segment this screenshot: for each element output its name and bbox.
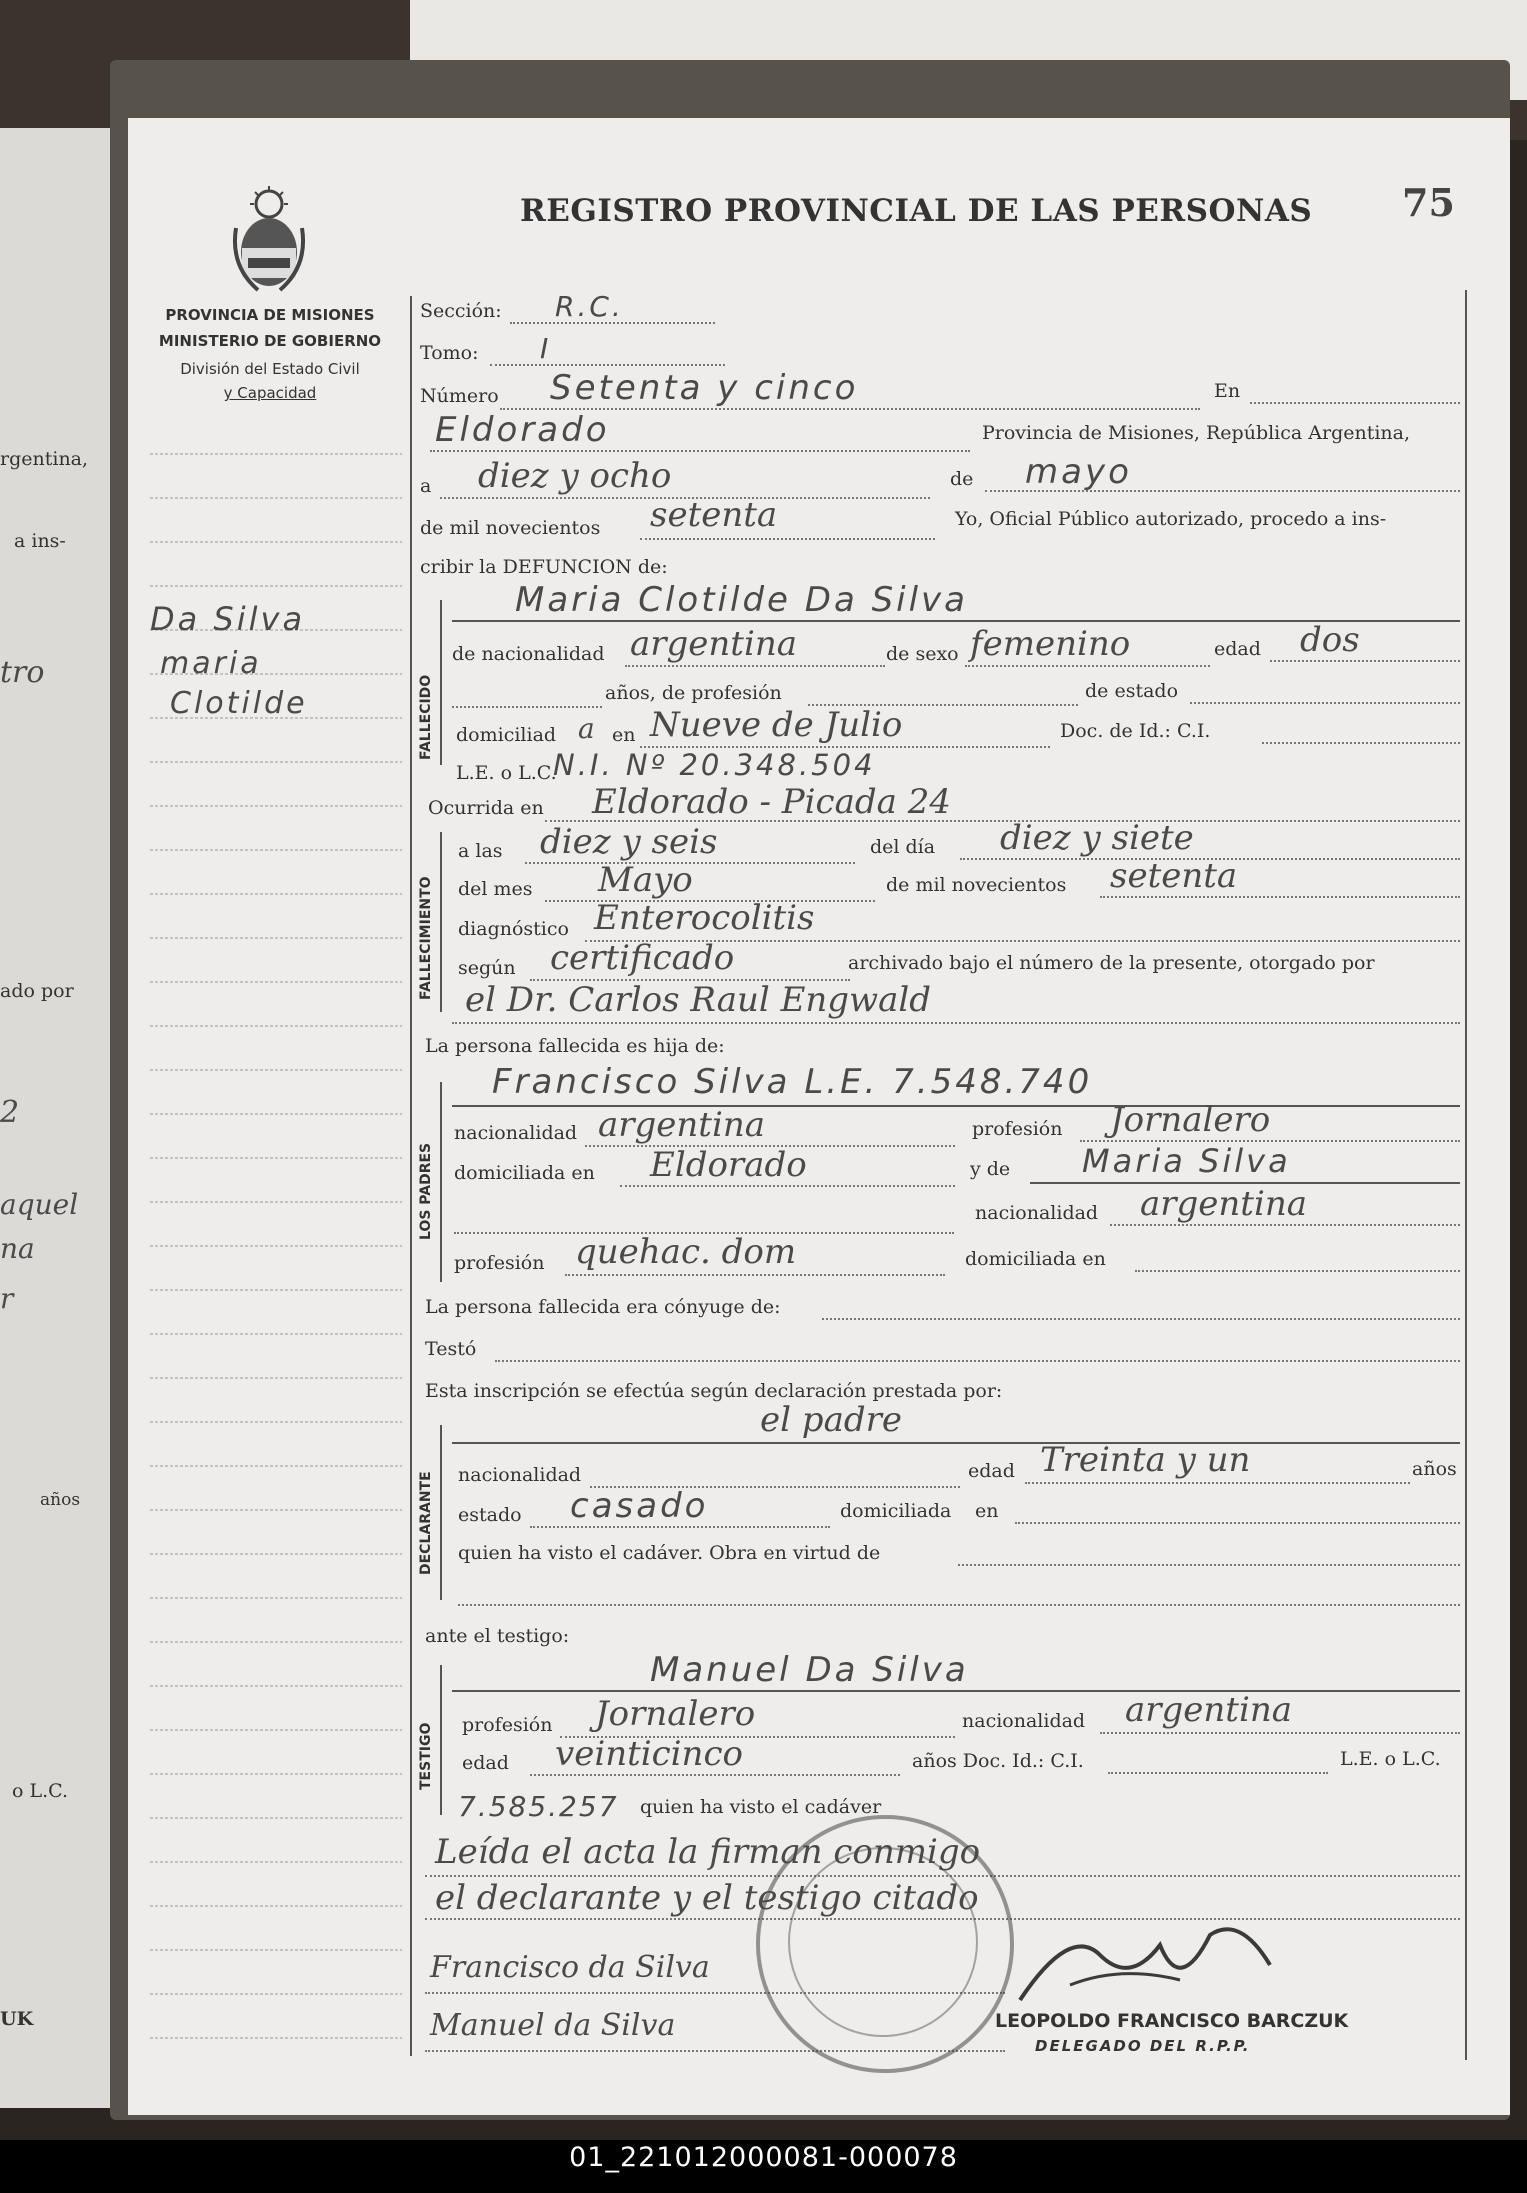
deceased-name: Maria Clotilde Da Silva xyxy=(515,580,969,620)
numero-label: Número xyxy=(420,385,499,407)
domicilio-en-label: en xyxy=(612,724,636,746)
declarante-name: el padre xyxy=(760,1400,902,1440)
domicilio-value: Nueve de Julio xyxy=(650,705,903,745)
yde-label: y de xyxy=(970,1158,1011,1180)
medico-value: el Dr. Carlos Raul Engwald xyxy=(465,980,932,1020)
section-rule-fallecido xyxy=(440,600,442,765)
deldia-label: del día xyxy=(870,836,936,858)
padres-domicilio-value: Eldorado xyxy=(650,1145,807,1185)
left-fragment: años xyxy=(40,1490,81,1510)
testigo-doc-value: 7.585.257 xyxy=(458,1790,619,1823)
milnov-label: de mil novecientos xyxy=(886,874,1067,896)
domicilio-suffix: a xyxy=(578,712,595,745)
sexo-value: femenino xyxy=(970,624,1131,664)
place-value: Eldorado xyxy=(435,410,610,450)
hija-label: La persona fallecida es hija de: xyxy=(425,1035,725,1057)
official-seal xyxy=(756,1815,1014,2073)
segun-label: según xyxy=(458,957,516,979)
en-label: En xyxy=(1214,380,1241,402)
de-label: de xyxy=(950,468,974,490)
section-rule-declarante xyxy=(440,1425,442,1600)
seccion-label: Sección: xyxy=(420,300,502,322)
day-value: diez y ocho xyxy=(478,456,672,496)
mes-value: Mayo xyxy=(598,860,693,900)
page-title: REGISTRO PROVINCIAL DE LAS PERSONAS xyxy=(520,193,1313,229)
page-number: 75 xyxy=(1402,180,1455,225)
madre-value: Maria Silva xyxy=(1082,1142,1291,1180)
oficial-text: Yo, Oficial Público autorizado, procedo a ins- xyxy=(955,508,1387,530)
tomo-value: I xyxy=(540,332,552,365)
declarante-estado-value: casado xyxy=(570,1486,709,1526)
alas-label: a las xyxy=(458,840,503,862)
section-label-testigo: TESTIGO xyxy=(418,1722,434,1790)
org-division: División del Estado Civil xyxy=(180,360,360,378)
left-fragment: rgentina, xyxy=(0,448,89,470)
closing-line1: Leída el acta la firman conmigo xyxy=(435,1832,981,1872)
nacionalidad-value: argentina xyxy=(630,624,798,664)
padre-profesion-label: profesión xyxy=(972,1118,1063,1140)
archivado-text: archivado bajo el número de la presente, otorgado por xyxy=(848,952,1375,974)
madre-domicilio-label: domiciliada en xyxy=(965,1248,1106,1270)
ocurrida-label: Ocurrida en xyxy=(428,797,544,819)
numero-value: Setenta y cinco xyxy=(550,368,859,408)
signature-declarante: Francisco da Silva xyxy=(430,1950,710,1985)
diagnostico-label: diagnóstico xyxy=(458,918,569,940)
sexo-label: de sexo xyxy=(886,643,959,665)
conyuge-label: La persona fallecida era cónyuge de: xyxy=(425,1296,781,1318)
padre-profesion-value: Jornalero xyxy=(1110,1100,1271,1140)
le-value: N.I. Nº 20.348.504 xyxy=(553,748,876,782)
testigo-intro: ante el testigo: xyxy=(425,1625,570,1647)
year-prefix: de mil novecientos xyxy=(420,517,601,539)
year-value: setenta xyxy=(650,495,778,535)
inscribir-text: cribir la DEFUNCION de: xyxy=(420,556,668,578)
le-label: L.E. o L.C. xyxy=(456,762,557,784)
left-fragment: UK xyxy=(0,2008,34,2030)
declarante-en-label: en xyxy=(975,1500,999,1522)
officer-name: LEOPOLDO FRANCISCO BARCZUK xyxy=(995,2010,1349,2032)
margin-second-name: Clotilde xyxy=(170,686,308,721)
testigo-profesion-label: profesión xyxy=(462,1714,553,1736)
org-ministry: MINISTERIO DE GOBIERNO xyxy=(158,332,382,350)
left-fragment: o L.C. xyxy=(12,1780,69,1802)
closing-line2: el declarante y el testigo citado xyxy=(435,1878,979,1918)
madre-nacionalidad-label: nacionalidad xyxy=(975,1202,1099,1224)
column-rule xyxy=(410,296,412,2056)
left-fragment: na xyxy=(0,1232,35,1265)
section-label-padres: LOS PADRES xyxy=(418,1142,434,1240)
section-rule-padres xyxy=(440,1082,442,1282)
a-label: a xyxy=(420,475,432,497)
left-fragment: r xyxy=(0,1282,14,1315)
testigo-profesion-value: Jornalero xyxy=(595,1694,756,1734)
signature-testigo: Manuel da Silva xyxy=(430,2008,676,2043)
section-label-fallecimiento: FALLECIMIENTO xyxy=(418,876,434,1000)
coat-of-arms-icon xyxy=(228,186,310,298)
testigo-nacionalidad-label: nacionalidad xyxy=(962,1710,1086,1732)
madre-profesion-label: profesión xyxy=(454,1252,545,1274)
testigo-name: Manuel Da Silva xyxy=(650,1650,969,1690)
padre-nacionalidad-label: nacionalidad xyxy=(454,1122,578,1144)
officer-signature-icon xyxy=(1010,1905,1290,2015)
tomo-label: Tomo: xyxy=(420,342,479,364)
section-label-fallecido: FALLECIDO xyxy=(418,674,434,760)
edad-value: dos xyxy=(1300,620,1360,660)
testigo-edad-label: edad xyxy=(462,1752,509,1774)
testigo-anios-doc-label: años Doc. Id.: C.I. xyxy=(912,1750,1084,1772)
domicilio-label: domiciliad xyxy=(456,724,557,746)
delmes-label: del mes xyxy=(458,878,533,900)
officer-title: DELEGADO DEL R.P.P. xyxy=(1035,2037,1251,2055)
seccion-value: R.C. xyxy=(555,290,624,323)
testigo-nacionalidad-value: argentina xyxy=(1125,1690,1293,1730)
nacionalidad-label: de nacionalidad xyxy=(452,643,605,665)
madre-profesion-value: quehac. dom xyxy=(575,1232,797,1272)
declarante-nacionalidad-label: nacionalidad xyxy=(458,1464,582,1486)
org-province: PROVINCIA DE MISIONES xyxy=(165,306,375,324)
declarante-domicilio-label: domiciliada xyxy=(840,1500,952,1522)
padre-value: Francisco Silva L.E. 7.548.740 xyxy=(492,1062,1093,1102)
declarante-estado-label: estado xyxy=(458,1504,522,1526)
section-rule-testigo xyxy=(440,1665,442,1815)
testigo-edad-value: veinticinco xyxy=(555,1734,743,1774)
org-capacity: y Capacidad xyxy=(223,384,317,402)
declaracion-label: Esta inscripción se efectúa según declaración prestada por: xyxy=(425,1380,1003,1402)
image-caption: 01_221012000081-000078 xyxy=(569,2142,958,2173)
section-label-declarante: DECLARANTE xyxy=(418,1471,434,1575)
left-fragment: a ins- xyxy=(14,530,66,552)
month-value: mayo xyxy=(1025,452,1132,492)
anios-profesion-label: años, de profesión xyxy=(605,682,782,704)
diagnostico-value: Enterocolitis xyxy=(594,898,815,938)
right-rule xyxy=(1465,290,1467,2060)
section-rule-fallecimiento xyxy=(440,832,442,1012)
declarante-anios-label: años xyxy=(1412,1458,1457,1480)
ocurrida-value: Eldorado - Picada 24 xyxy=(592,782,951,822)
segun-value: certificado xyxy=(550,938,735,978)
provincia-text: Provincia de Misiones, República Argentina, xyxy=(982,422,1411,444)
dia-value: diez y siete xyxy=(1000,818,1194,858)
testo-label: Testó xyxy=(425,1338,477,1360)
doc-label: Doc. de Id.: C.I. xyxy=(1060,720,1211,742)
testigo-visto-label: quien ha visto el cadáver xyxy=(640,1796,882,1818)
declarante-edad-label: edad xyxy=(968,1460,1015,1482)
declarante-edad-value: Treinta y un xyxy=(1040,1440,1251,1480)
left-fragment: aquel xyxy=(0,1188,79,1221)
madre-nacionalidad-value: argentina xyxy=(1140,1184,1308,1224)
margin-given-name: maria xyxy=(160,646,262,681)
hora-value: diez y seis xyxy=(540,822,718,862)
margin-surname: Da Silva xyxy=(150,600,306,638)
testigo-le-label: L.E. o L.C. xyxy=(1340,1748,1441,1770)
declarante-visto-label: quien ha visto el cadáver. Obra en virtud de xyxy=(458,1542,881,1564)
left-fragment: tro xyxy=(0,655,45,690)
left-fragment: 2 xyxy=(0,1095,20,1130)
edad-label: edad xyxy=(1214,638,1261,660)
anio-value: setenta xyxy=(1110,856,1238,896)
padres-domicilio-label: domiciliada en xyxy=(454,1162,595,1184)
left-fragment: ado por xyxy=(0,980,74,1002)
padre-nacionalidad-value: argentina xyxy=(598,1105,766,1145)
estado-label: de estado xyxy=(1085,680,1179,702)
